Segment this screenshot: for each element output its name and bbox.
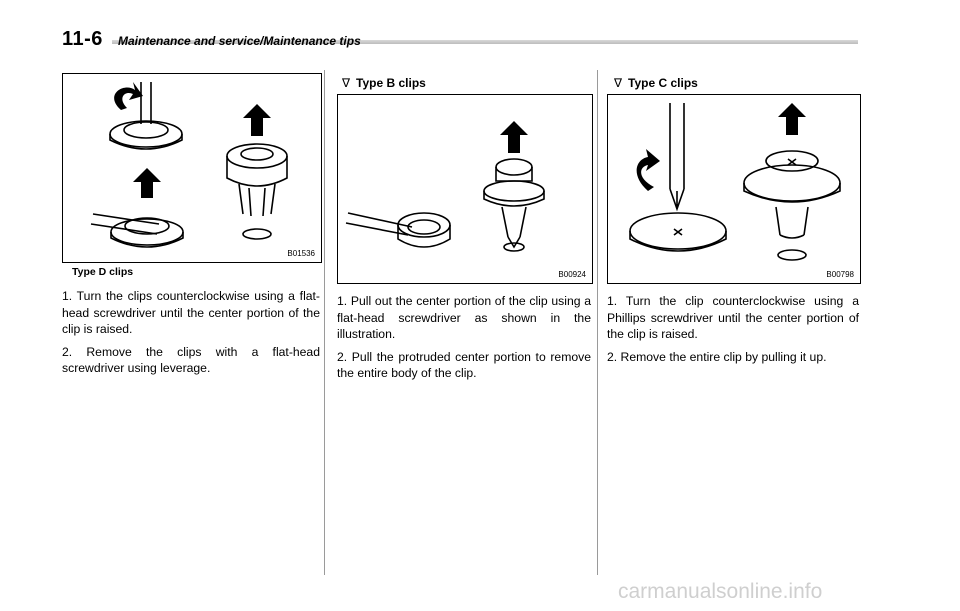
step-2: 2. Pull the protruded center portion to remove the entire body of the clip.: [337, 349, 591, 380]
up-arrow-icon: [243, 104, 271, 136]
subheading-label: Type B clips: [356, 76, 426, 90]
subheading-label: Type C clips: [628, 76, 698, 90]
instructions-type-d: [62, 288, 320, 383]
type-d-clips-illustration: [63, 74, 321, 262]
figure-type-b-clips: [337, 94, 593, 284]
page-header: [62, 28, 858, 50]
up-arrow-icon: [500, 121, 528, 153]
subheading-type-c: [614, 76, 698, 90]
type-c-clips-illustration: [608, 95, 860, 283]
triangle-marker-icon: ∇: [342, 76, 351, 90]
figure-type-d-clips: [62, 73, 322, 263]
figure-code: B00798: [826, 270, 854, 279]
figure-code: B01536: [287, 249, 315, 258]
step-2: 2. Remove the clips with a flat-head screwdriver using leverage.: [62, 344, 320, 375]
step-1: 1. Turn the clips counterclockwise using a flat-head screwdriver until the center portion of the clip is raised.: [62, 289, 320, 336]
step-1: 1. Pull out the center portion of the clip using a flat-head screwdriver as shown in the illustration.: [337, 294, 591, 341]
step-2: 2. Remove the entire clip by pulling it up.: [607, 349, 827, 364]
rotate-arrow-icon: [114, 82, 143, 110]
up-arrow-icon: [778, 103, 806, 135]
column-divider: [324, 70, 325, 575]
up-arrow-icon: [133, 168, 161, 198]
figure-caption: Type D clips: [72, 266, 134, 278]
column-divider: [597, 70, 598, 575]
subheading-type-b: [342, 76, 426, 90]
step-1: 1. Turn the clip counterclockwise using a Phillips screwdriver until the center portion of the clip is raised.: [607, 294, 859, 341]
triangle-marker-icon: ∇: [614, 76, 623, 90]
section-title: Maintenance and service/Maintenance tips: [118, 34, 361, 48]
figure-type-c-clips: [607, 94, 861, 284]
instructions-type-c: [607, 293, 859, 371]
watermark: carmanualsonline.info: [618, 580, 823, 603]
type-b-clips-illustration: [338, 95, 592, 283]
instructions-type-b: [337, 293, 591, 388]
page-number: 11-6: [62, 28, 103, 50]
rotate-arrow-icon: [637, 149, 660, 191]
figure-code: B00924: [558, 270, 586, 279]
